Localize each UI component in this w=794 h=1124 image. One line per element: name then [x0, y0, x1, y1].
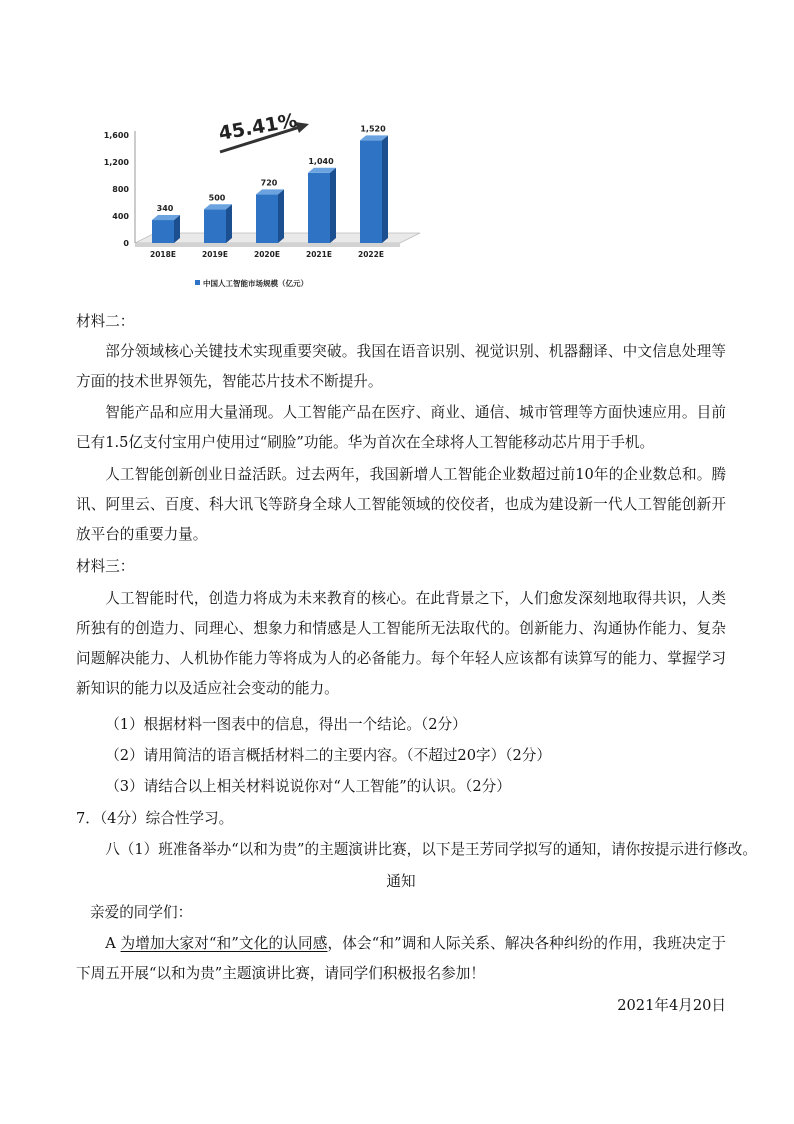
notice-title: 通知 [386, 873, 416, 890]
bar-value-label: 340 [156, 204, 174, 214]
notice-greeting: 亲爱的同学们： [90, 904, 193, 921]
x-tick-label: 2022E [358, 250, 384, 259]
material3-heading: 材料三： [76, 558, 135, 575]
bar-value-label: 1,040 [308, 156, 334, 166]
market-size-chart [90, 100, 430, 300]
bar-front [204, 209, 226, 243]
x-tick-label: 2020E [254, 250, 280, 259]
notice-date: 2021年4月20日 [617, 997, 726, 1014]
y-tick-label: 400 [112, 212, 129, 221]
bar-value-label: 1,520 [360, 124, 386, 134]
bar-value-label: 500 [208, 193, 226, 203]
x-tick-label: 2018E [150, 250, 176, 259]
notice-body [76, 929, 726, 989]
material3-paragraph-1: 人工智能时代，创造力将成为未来教育的核心。在此背景之下，人们愈发深刻地取得共识，人类所独有的创造力、同理心、想象力和情感是人工智能所无法取代的。创新能力、沟通协作能力、复杂问题解决能力、人机协作能力等将成为人的必备能力。每个年轻人应该都有读算写的能力、掌握学习新知识的能力以及适应社会变动的能力。 [76, 590, 726, 697]
y-tick-label: 800 [112, 185, 129, 194]
question-2: （2）请用简洁的语言概括材料二的主要内容。（不超过20字）（2分） [105, 747, 551, 764]
legend-swatch [195, 280, 200, 285]
bar-chart-svg [90, 100, 430, 300]
question-3: （3）请结合以上相关材料说说你对“人工智能”的认识。（2分） [105, 778, 511, 795]
x-tick-label: 2021E [306, 250, 332, 259]
y-tick-label: 1,200 [103, 158, 129, 167]
item-7-intro: 八（1）班准备举办“以和为贵”的主题演讲比赛，以下是王芳同学拟写的通知，请你按提示进行修改。 [105, 841, 757, 858]
bar-side [382, 135, 388, 243]
growth-annotation: 45.41% [217, 109, 299, 145]
item-7-title: 7．（4分）综合性学习。 [76, 810, 234, 827]
bar-front [256, 194, 278, 243]
bar-side [330, 168, 336, 243]
chart-floor-edge [135, 243, 400, 247]
bar-side [278, 189, 284, 243]
y-tick-label: 0 [123, 239, 129, 248]
material2-paragraph-3: 人工智能创新创业日益活跃。过去两年，我国新增人工智能企业数超过前10年的企业数总和。腾讯、阿里云、百度、科大讯飞等跻身全球人工智能领域的佼佼者，也成为建设新一代人工智能创新开放平台的重要力量。 [76, 466, 726, 543]
label-a: A [105, 935, 116, 952]
bar-front [308, 173, 330, 243]
y-tick-label: 1,600 [103, 131, 129, 140]
material2-heading: 材料二： [76, 313, 135, 330]
bar-value-label: 720 [260, 178, 278, 188]
x-tick-label: 2019E [202, 250, 228, 259]
material2-paragraph-1: 部分领域核心关键技术实现重要突破。我国在语音识别、视觉识别、机器翻译、中文信息处理等方面的技术世界领先，智能芯片技术不断提升。 [76, 343, 726, 390]
question-1: （1）根据材料一图表中的信息，得出一个结论。（2分） [105, 716, 467, 733]
notice-body-rest: ，体会“和”调和人际关系、解决各种纠纷的作用，我班决定于下周五开展“以和为贵”主题演讲比赛，请同学们积极报名参加！ [76, 935, 726, 982]
bar-side [226, 204, 232, 243]
underlined-phrase: 为增加大家对“和”文化的认同感 [120, 935, 328, 952]
material2-paragraph-2: 智能产品和应用大量涌现。人工智能产品在医疗、商业、通信、城市管理等方面快速应用。目前已有1.5亿支付宝用户使用过“刷脸”功能。华为首次在全球将人工智能移动芯片用于手机。 [76, 404, 726, 451]
bar-front [152, 220, 174, 243]
legend-label: 中国人工智能市场规模（亿元） [203, 279, 308, 288]
bar-front [360, 140, 382, 243]
